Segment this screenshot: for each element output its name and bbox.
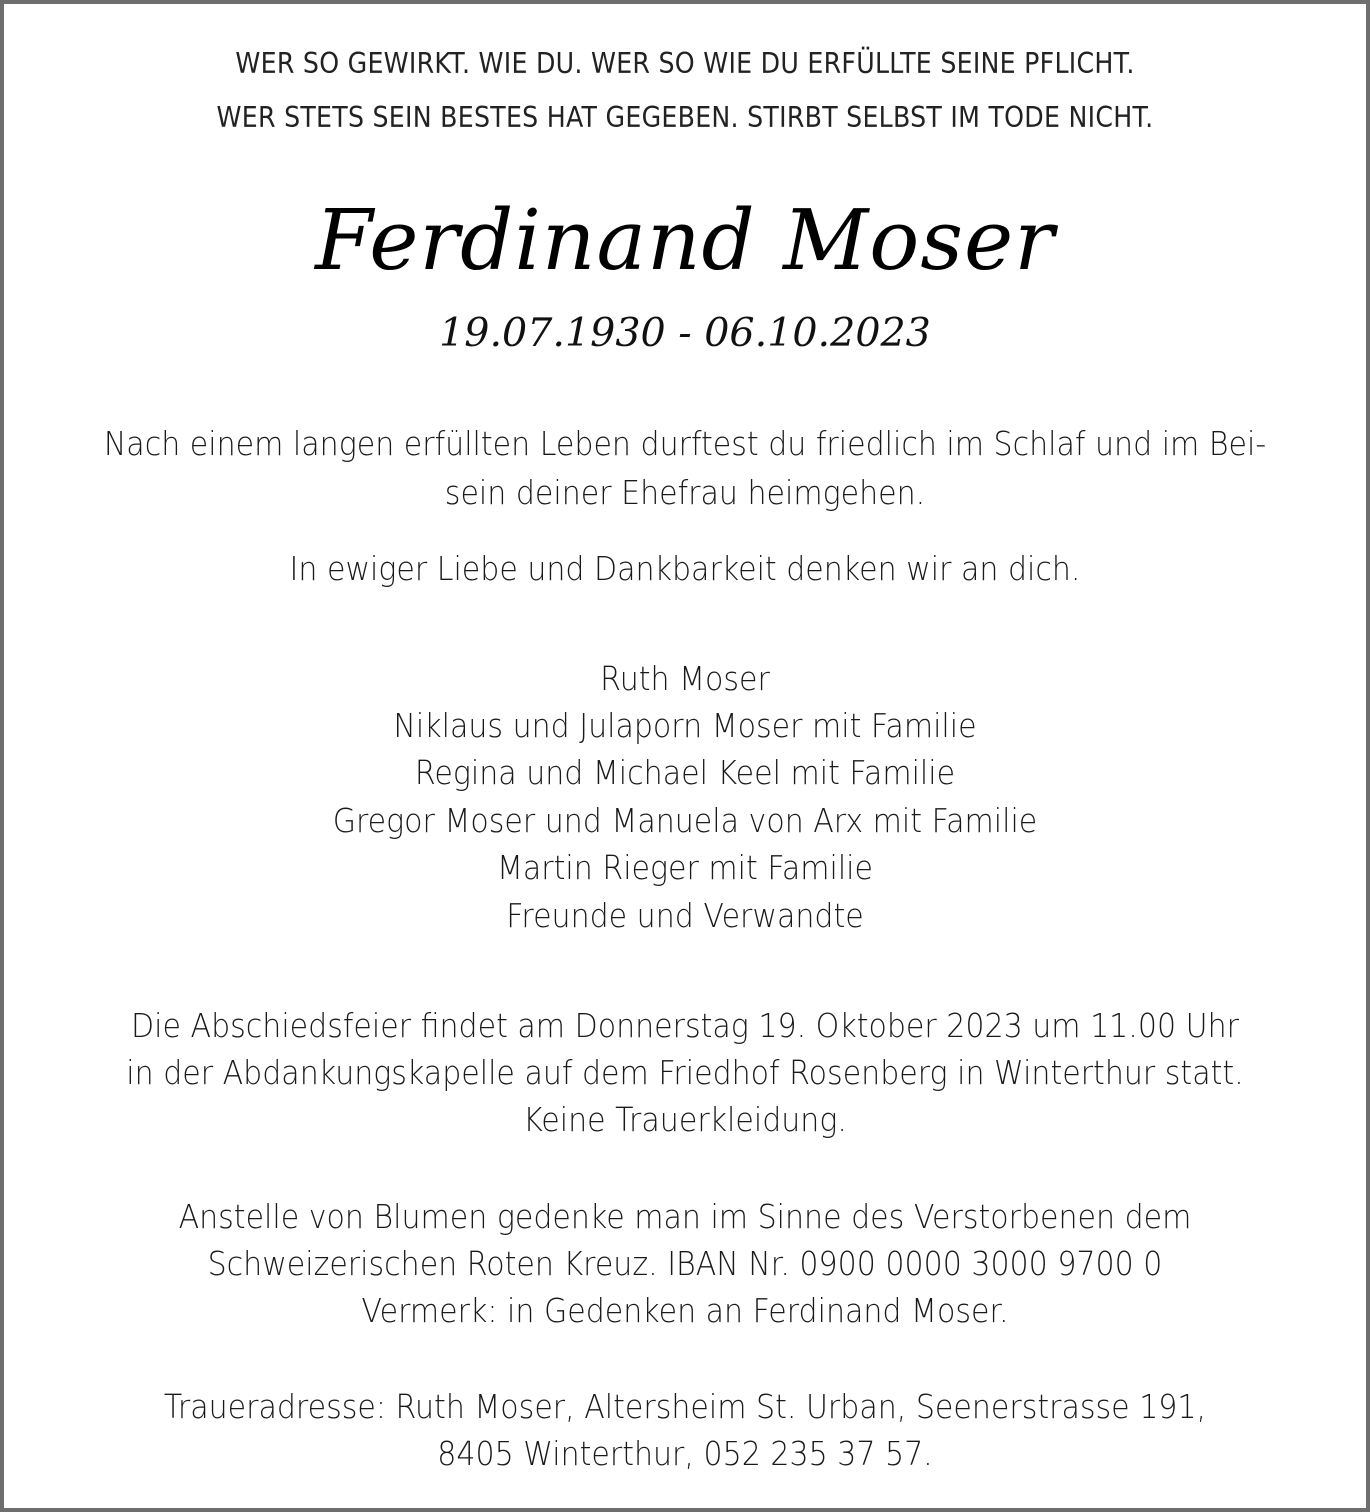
donation-line-3: Vermerk: in Gedenken an Ferdinand Moser. <box>361 1292 1009 1330</box>
mourner-name: Regina und Michael Keel mit Familie <box>414 754 956 792</box>
address-line-1: Traueradresse: Ruth Moser, Altersheim St. Urban, Seenerstrasse 191, <box>163 1388 1207 1426</box>
ceremony-line-1: Die Abschiedsfeier findet am Donnerstag 19. Oktober 2023 um 11.00 Uhr <box>131 1007 1239 1045</box>
mourner-name: Martin Rieger mit Familie <box>496 849 874 887</box>
message-line-2: sein deiner Ehefrau heimgehen. <box>444 474 926 512</box>
mourner-name: Freunde und Verwandte <box>506 897 864 935</box>
life-dates: 19.07.1930 - 06.10.2023 <box>439 310 931 356</box>
donation-line-2: Schweizerischen Roten Kreuz. IBAN Nr. 0900 0000 3000 9700 0 <box>207 1245 1163 1283</box>
mourner-name: Ruth Moser <box>600 660 770 698</box>
ceremony-line-2: in der Abdankungskapelle auf dem Friedhof Rosenberg in Winterthur statt. <box>126 1054 1244 1092</box>
motto-line-1: WER SO GEWIRKT. WIE DU. WER SO WIE DU ERFÜLLTE SEINE PFLICHT. <box>235 46 1135 80</box>
donation-line-1: Anstelle von Blumen gedenke man im Sinne des Verstorbenen dem <box>178 1198 1192 1236</box>
mourner-name: Niklaus und Julaporn Moser mit Familie <box>393 707 977 745</box>
motto-line-2: WER STETS SEIN BESTES HAT GEGEBEN. STIRBT SELBST IM TODE NICHT. <box>216 100 1154 134</box>
message-line-1: Nach einem langen erfüllten Leben durftest du friedlich im Schlaf und im Bei- <box>103 425 1267 463</box>
address-line-2: 8405 Winterthur, 052 235 37 57. <box>437 1435 933 1473</box>
ceremony-line-3: Keine Trauerkleidung. <box>523 1101 847 1139</box>
mourner-name: Gregor Moser und Manuela von Arx mit Familie <box>332 802 1038 840</box>
message-line-3: In ewiger Liebe und Dankbarkeit denken wir an dich. <box>289 550 1081 588</box>
deceased-name: Ferdinand Moser <box>315 192 1055 289</box>
